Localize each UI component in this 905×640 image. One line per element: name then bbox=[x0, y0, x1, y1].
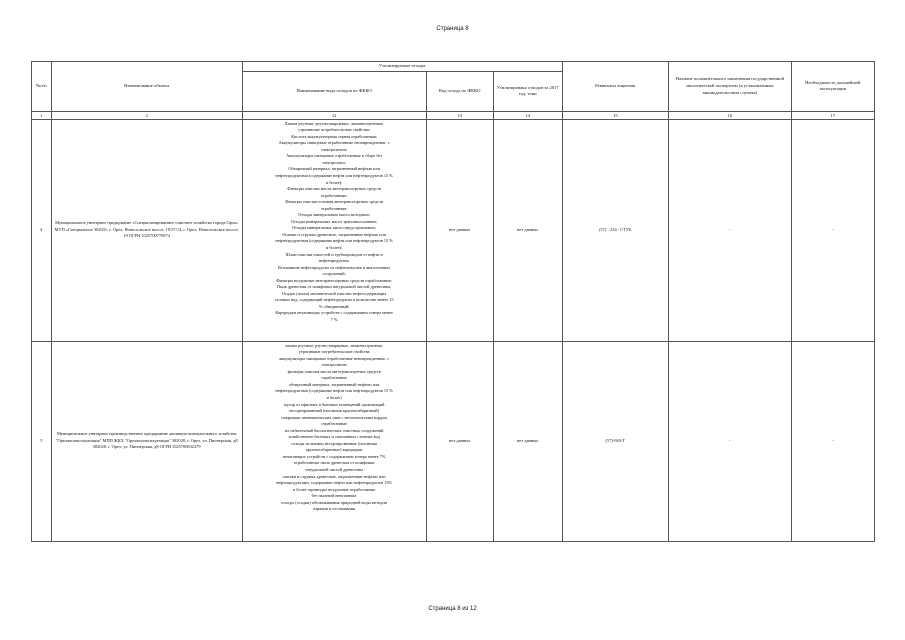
header-amount: Утилизировано отходов за 2017 год, тонн bbox=[493, 71, 562, 111]
col-number: 13 bbox=[426, 111, 493, 119]
waste-line: отработанные; bbox=[320, 192, 348, 198]
waste-line: покрышки пневматических шин с металлическим кордом bbox=[281, 414, 387, 420]
waste-line: сооружений; bbox=[322, 271, 346, 277]
row-waste-code: нет данных bbox=[426, 119, 493, 341]
row-object-name: Муниципальное унитарное производственное предприятие жилищно-коммунального хозяйства "Орелжилэксплуатация" МПП ЖКХ "Орелжилэксплуатация" 302028, г. Орел, ул. Пионерская, д8 302028, г. Орел, ул. Пионерская, д8 ОГРН 1025700832379 bbox=[51, 341, 242, 541]
waste-line: Отходы минеральных масел индустриальных; bbox=[291, 225, 377, 231]
waste-line: отходы (осадки) обезвоживания природной воды методом bbox=[281, 499, 388, 505]
header-necessity: Необходимость дальнейшей эксплуатации bbox=[791, 62, 874, 112]
waste-line: и более гарнитуры воздушные отработанные bbox=[292, 486, 376, 492]
waste-line: Отходы минеральных масел трансмиссионных; bbox=[290, 218, 378, 224]
col-number: 2 bbox=[51, 111, 242, 119]
waste-line: нефтепродуктами (содержание нефти или нефтепродуктов 15 % bbox=[275, 172, 393, 178]
row-expertise: - bbox=[669, 119, 792, 341]
waste-line: натуральной чистой древесины bbox=[305, 466, 363, 472]
header-waste-code: Код отхода по ФККО bbox=[426, 71, 493, 111]
table-row bbox=[32, 119, 875, 341]
page-header: Страница 8 bbox=[436, 26, 469, 32]
col-number: 16 bbox=[669, 111, 792, 119]
row-waste-list bbox=[242, 341, 426, 541]
waste-line: электролитом; bbox=[320, 146, 348, 152]
waste-line: печатающих устройств с содержанием тонера менее 7% bbox=[282, 453, 386, 459]
waste-line: нефтепродуктами (содержание нефти или нефтепродуктов 15 % bbox=[275, 388, 393, 394]
table-row bbox=[32, 341, 875, 541]
waste-line: фильтры очистки масла автотранспортных средств bbox=[287, 368, 381, 374]
row-num: 4 bbox=[32, 119, 52, 341]
waste-line: электролитом bbox=[321, 362, 347, 368]
waste-line: Фильтры очистки топлива автотранспортных средств bbox=[285, 199, 383, 205]
waste-line: и более) bbox=[326, 394, 342, 400]
waste-line: отработанные пыль древесная от шлифовки bbox=[293, 460, 375, 466]
waste-line: отработанные bbox=[321, 375, 347, 381]
waste-line: Шлам очистки емкостей и трубопроводов от нефти и bbox=[285, 251, 383, 257]
waste-line: несортированный (исключая крупногабаритный) bbox=[289, 408, 380, 414]
waste-line: Обтирочный материал, загрязненный нефтью или bbox=[288, 166, 380, 172]
waste-line: Всплывшие нефтепродукты из нефтеловушек и аналогичных bbox=[278, 264, 391, 270]
waste-line: Пыль древесная от шлифовки натуральной чистой древесины; bbox=[276, 284, 392, 290]
header-license: Реквизиты лицензии bbox=[562, 62, 669, 112]
waste-line: опилки и стружка древесные, загрязненные нефтью или bbox=[282, 473, 386, 479]
waste-line: Фильтры очистки масла автотранспортных средств bbox=[287, 186, 381, 192]
row-license: (57)-943-Т bbox=[562, 341, 669, 541]
col-number: 14 bbox=[493, 111, 562, 119]
waste-line: Картриджи печатающих устройств с содержанием тонера менее bbox=[275, 310, 393, 316]
col-number: 1 bbox=[32, 111, 52, 119]
waste-line: Кислота аккумуляторная серная отработанная; bbox=[291, 133, 377, 139]
waste-line: Опилки и стружка древесные, загрязненные нефтью или bbox=[282, 231, 387, 237]
waste-line: крупногабаритные) картриджи bbox=[305, 447, 363, 453]
waste-line: без пылевой невставных bbox=[311, 493, 357, 499]
header-group-utilized: Утилизируемые отходы bbox=[242, 62, 562, 72]
row-waste-list bbox=[242, 119, 426, 341]
header-object-name: Наименование объекта bbox=[51, 62, 242, 112]
row-amount: нет данных bbox=[493, 341, 562, 541]
waste-line: и более); bbox=[326, 179, 343, 185]
waste-line: нефтепродуктов; bbox=[318, 258, 350, 264]
waste-line: аэрации и отстаивания bbox=[313, 506, 355, 512]
waste-line: Аккумуляторы свинцовые отработанные в сборе без bbox=[286, 153, 383, 159]
waste-line: Лампы ртутные, ртутно-кварцевые, люминесцентные, bbox=[284, 120, 384, 126]
row-license: (57) - 234 - СТУБ bbox=[562, 119, 669, 341]
row-num: 5 bbox=[32, 341, 52, 541]
waste-line: лампы ртутные, ртутно-кварцевые, люминесцентные, bbox=[284, 342, 384, 348]
waste-line: Аккумуляторы свинцовые отработанные неповрежденные, с bbox=[278, 140, 390, 146]
row-expertise: - bbox=[669, 341, 792, 541]
waste-line: нефтепродуктами (содержание нефти или нефтепродуктов 15 % bbox=[275, 238, 393, 244]
waste-line: сточных вод, содержащий нефтепродукты в количестве менее 15 bbox=[274, 297, 394, 303]
page-footer: Страница 8 из 12 bbox=[428, 606, 477, 612]
header-waste-name: Наименование вида отходов по ФККО bbox=[242, 71, 426, 111]
waste-line: % обводненный; bbox=[318, 303, 350, 309]
row-waste-code: нет данных bbox=[426, 341, 493, 541]
waste-line: утратившие потребительские свойства; bbox=[298, 127, 371, 133]
waste-line: нефтепродуктами, содержание нефти или нефтепродуктов 15% bbox=[276, 480, 393, 486]
waste-line: аккумуляторы свинцовые отработанные неповрежденные, с bbox=[279, 355, 390, 361]
row-object-name: Муниципальное унитарное предприятие «Специализированное очистное хозяйство города Орла» МУП «Специальное 302031, г. Орел, Новосильское шоссе, 19/37/14, г. Орел, Новосильское шоссе, 19 ОГРН 1025700776974 bbox=[51, 119, 242, 341]
waste-line: мусор от офисных и бытовых помещений организаций bbox=[283, 401, 385, 407]
col-number: 12 bbox=[242, 111, 426, 119]
row-necessity: - bbox=[791, 119, 874, 341]
waste-line: Осадок (шлам) механической очистки нефтесодержащих bbox=[281, 290, 387, 296]
waste-line: 7 % bbox=[330, 317, 338, 322]
header-expertise: Наличие положительного заключения государственной экологической экспертизы (в установленных законодательством случаях) bbox=[669, 62, 792, 112]
header-num: №п/п bbox=[32, 62, 52, 112]
waste-line: и более); bbox=[326, 244, 343, 250]
waste-line: ил избыточный биологических очистных сооружений bbox=[284, 427, 384, 433]
waste-line: отработанные; bbox=[320, 205, 348, 211]
registry-table bbox=[31, 61, 875, 542]
waste-line: хозяйственно-бытовых и смешанных сточных вод bbox=[288, 434, 380, 440]
waste-line: утратившие потребительские свойства bbox=[298, 349, 370, 355]
waste-line: отработанные bbox=[321, 421, 347, 427]
col-number: 15 bbox=[562, 111, 669, 119]
waste-line: Отходы минеральных масел моторных; bbox=[298, 212, 371, 218]
waste-line: обтирочный материал, загрязненный нефтью или bbox=[288, 381, 380, 387]
row-amount: нет данных bbox=[493, 119, 562, 341]
waste-line: отходы из жилищ несортированные (исключая bbox=[291, 440, 377, 446]
waste-line: электролита; bbox=[322, 159, 346, 165]
row-necessity: - bbox=[791, 341, 874, 541]
waste-line: Фильтры воздушные автотранспортных средств отработанные; bbox=[276, 277, 393, 283]
col-number: 17 bbox=[791, 111, 874, 119]
